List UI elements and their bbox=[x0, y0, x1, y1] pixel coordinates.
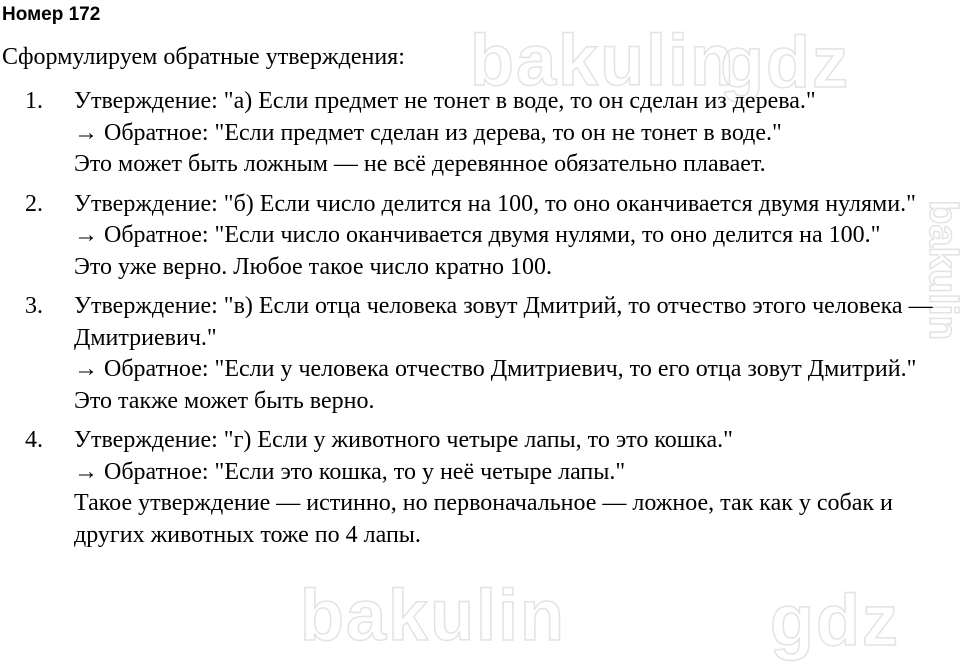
list-item-number: 1. bbox=[25, 88, 43, 114]
comment-text: Это уже верно. Любое такое число кратно 100. bbox=[74, 253, 553, 280]
converse-text: → Обратное: "Если это кошка, то у неё четыре лапы." bbox=[74, 458, 626, 485]
problem-title: Номер 172 bbox=[2, 4, 101, 25]
converse-text: → Обратное: "Если предмет сделан из дерева, то он не тонет в воде." bbox=[74, 119, 782, 146]
watermark-logo: bakulin bbox=[921, 200, 965, 341]
intro-text: Сформулируем обратные утверждения: bbox=[2, 44, 405, 70]
list-item bbox=[0, 425, 952, 551]
statement-text: Утверждение: "а) Если предмет не тонет в воде, то он сделан из дерева." bbox=[74, 88, 816, 114]
list-item bbox=[0, 189, 952, 284]
converse-statements-list bbox=[0, 86, 952, 559]
statement-text: Утверждение: "в) Если отца человека зовут Дмитрий, то отчество этого человека — Дмитриевич." bbox=[74, 293, 933, 351]
list-item-number: 4. bbox=[25, 427, 43, 453]
list-item bbox=[0, 291, 952, 417]
converse-text: → Обратное: "Если число оканчивается двумя нулями, то оно делится на 100." bbox=[74, 222, 881, 248]
watermark-logo: bakulin bbox=[470, 21, 737, 101]
list-item-number: 3. bbox=[25, 293, 43, 319]
watermark-logo: gdz bbox=[770, 581, 900, 661]
watermark-logo: gdz bbox=[720, 23, 850, 103]
converse-text: → Обратное: "Если у человека отчество Дмитриевич, то его отца зовут Дмитрий." bbox=[74, 356, 917, 382]
list-item bbox=[0, 86, 952, 181]
statement-text: Утверждение: "г) Если у животного четыре лапы, то это кошка." bbox=[74, 427, 733, 453]
list-item-number: 2. bbox=[25, 190, 43, 217]
comment-text: Это также может быть верно. bbox=[74, 387, 375, 414]
comment-text: Это может быть ложным — не всё деревянное обязательно плавает. bbox=[74, 151, 766, 177]
statement-text: Утверждение: "б) Если число делится на 100, то оно оканчивается двумя нулями." bbox=[74, 190, 916, 217]
comment-text: Такое утверждение — истинно, но первоначальное — ложное, так как у собак и других животных тоже по 4 лапы. bbox=[74, 490, 893, 548]
watermark-logo: bakulin bbox=[300, 576, 567, 656]
